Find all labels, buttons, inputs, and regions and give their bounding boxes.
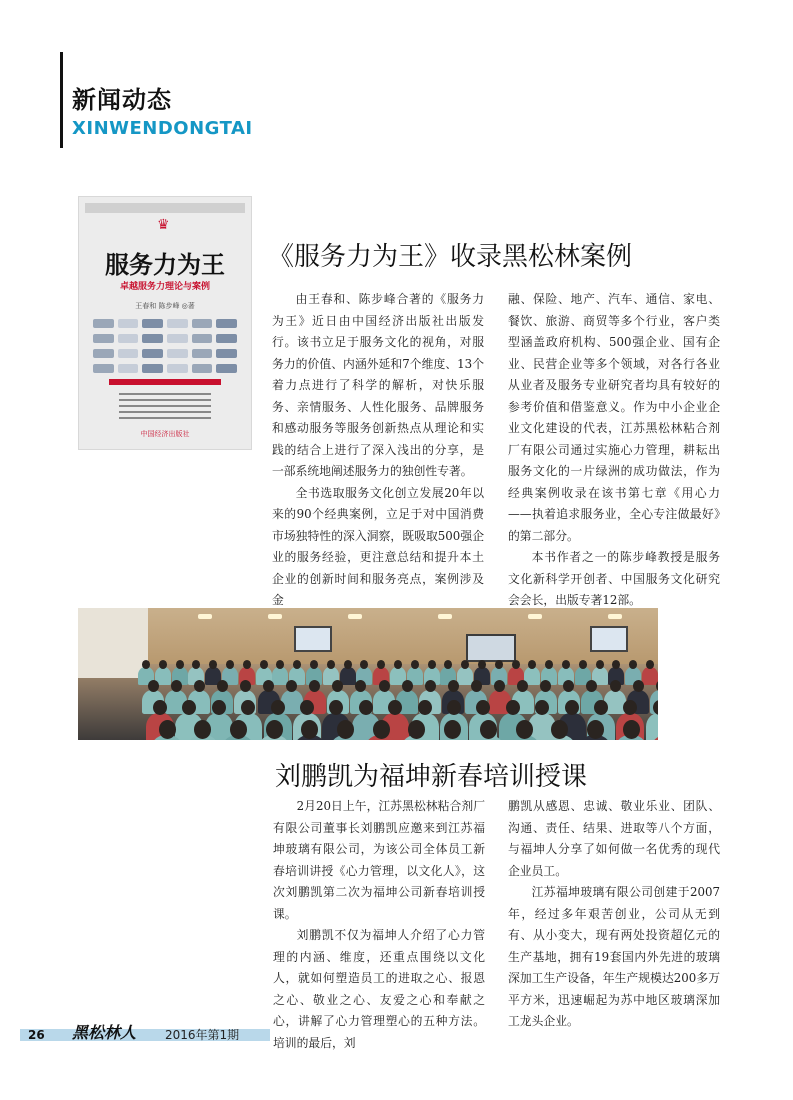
book-publisher: 中国经济出版社 bbox=[140, 430, 190, 438]
audience-head bbox=[444, 720, 461, 739]
audience-head bbox=[418, 700, 432, 715]
audience-head bbox=[159, 660, 167, 669]
header-rule bbox=[60, 52, 63, 148]
audience-head bbox=[551, 720, 568, 739]
audience-head bbox=[327, 660, 335, 669]
audience-head bbox=[545, 660, 553, 669]
brand-logo-row bbox=[93, 364, 237, 373]
book-cover-image bbox=[78, 196, 252, 450]
article1-title: 《服务力为王》收录黑松林案例 bbox=[268, 242, 633, 272]
audience-head bbox=[142, 660, 150, 669]
photo-side-screen bbox=[590, 626, 628, 652]
audience-head bbox=[516, 720, 533, 739]
article1-paragraph: 全书选取服务文化创立发展20年以来的90个经典案例，立足于对中国消费市场独特性的深入洞察，既吸取500强企业的服务经验，更注意总结和提升本土企业的创新时间和服务亮点，案例涉及金 bbox=[272, 485, 484, 607]
article2-column-right bbox=[508, 796, 720, 1033]
audience-head bbox=[646, 660, 654, 669]
audience-head bbox=[226, 660, 234, 669]
audience-head bbox=[148, 680, 159, 692]
cover-blurb-lines bbox=[119, 393, 211, 423]
audience-head bbox=[373, 720, 390, 739]
audience-head bbox=[428, 660, 436, 669]
audience-head bbox=[194, 720, 211, 739]
brand-logo-row bbox=[93, 349, 237, 358]
audience-head bbox=[240, 680, 251, 692]
audience-head bbox=[629, 660, 637, 669]
photo-light bbox=[608, 614, 622, 619]
audience-head bbox=[337, 720, 354, 739]
audience-head bbox=[293, 660, 301, 669]
training-session-photo bbox=[78, 608, 658, 740]
audience-head bbox=[596, 660, 604, 669]
audience-head bbox=[411, 660, 419, 669]
cover-red-blurb bbox=[109, 379, 221, 385]
brand-logo-row bbox=[93, 334, 237, 343]
audience-head bbox=[610, 680, 621, 692]
audience-head bbox=[263, 680, 274, 692]
article1-paragraph: 本书作者之一的陈步峰教授是服务文化新科学开创者、中国服务文化研究会会长，出版专著12部。 bbox=[508, 550, 720, 607]
article1-paragraph: 融、保险、地产、汽车、通信、家电、餐饮、旅游、商贸等多个行业，客户类型涵盖政府机构、500强企业、国有企业、民营企业等多个领域，对各行各业从业者及服务专业研究者均具有较好的参考价值和借鉴意义。作为中小企业企业文化建设的代表，江苏黑松林粘合剂厂有限公司通过实施心力管理，耕耘出服务文化的一片绿洲的成功做法，作为经典案例收录在该书第七章《用心力——执着追求服务业，全心专注做最好》的第二部分。 bbox=[508, 292, 720, 543]
audience-head bbox=[425, 680, 436, 692]
photo-side-screen bbox=[294, 626, 332, 652]
article2-paragraph: 鹏凯从感恩、忠诚、敬业乐业、团队、沟通、责任、结果、进取等八个方面，与福坤人分享了如何做一名优秀的现代企业员工。 bbox=[508, 799, 720, 878]
audience-head bbox=[480, 720, 497, 739]
page-number: 26 bbox=[28, 1028, 45, 1042]
audience-head bbox=[565, 700, 579, 715]
brand-logo-row bbox=[93, 319, 237, 328]
audience-head bbox=[217, 680, 228, 692]
article2-column-left bbox=[273, 796, 485, 1054]
audience-head bbox=[260, 660, 268, 669]
audience-head bbox=[408, 720, 425, 739]
photo-audience bbox=[78, 650, 658, 740]
photo-light bbox=[348, 614, 362, 619]
audience-head bbox=[359, 700, 373, 715]
audience-head bbox=[212, 700, 226, 715]
audience-head bbox=[579, 660, 587, 669]
audience-head bbox=[379, 680, 390, 692]
audience-head bbox=[471, 680, 482, 692]
article1-column-right bbox=[508, 289, 720, 612]
audience-head bbox=[478, 660, 486, 669]
book-authors: 王春和 陈步峰 ◎著 bbox=[135, 302, 195, 310]
article2-paragraph: 2月20日上午，江苏黑松林粘合剂厂有限公司董事长刘鹏凯应邀来到江苏福坤玻璃有限公司，为该公司全体员工新春培训讲授《心力管理，以文化人》，这次刘鹏凯第二次为福坤公司新春培训授课。 bbox=[273, 799, 485, 921]
audience-head bbox=[448, 680, 459, 692]
audience-head bbox=[495, 660, 503, 669]
article1-column-left bbox=[272, 289, 484, 612]
audience-head bbox=[230, 720, 247, 739]
audience-head bbox=[271, 700, 285, 715]
audience-head bbox=[310, 660, 318, 669]
audience-head bbox=[394, 660, 402, 669]
audience-head bbox=[461, 660, 469, 669]
book-subtitle: 卓越服务力理论与案例 bbox=[119, 282, 210, 292]
article2-title: 刘鹏凯为福坤新春培训授课 bbox=[275, 762, 588, 792]
article1-paragraph: 由王春和、陈步峰合著的《服务力为王》近日由中国经济出版社出版发行。该书立足于服务文化的视角，对服务力的价值、内涵外延和7个维度、13个着力点进行了科学的解析，对快乐服务、亲情服务、人性化服务、品牌服务和感动服务等服务创新热点从理论和实践的结合上进行了深入浅出的分享，是一部系统地阐述服务力的独创性专著。 bbox=[272, 292, 484, 478]
audience-head bbox=[377, 660, 385, 669]
audience-head bbox=[512, 660, 520, 669]
section-title: 新闻动态 bbox=[72, 86, 172, 114]
audience-head bbox=[506, 700, 520, 715]
cover-banner bbox=[85, 203, 245, 213]
crown-icon: ♛ bbox=[157, 217, 170, 233]
audience-head bbox=[176, 660, 184, 669]
audience-member bbox=[642, 667, 658, 685]
issue-label: 2016年第1期 bbox=[165, 1028, 240, 1042]
section-title-pinyin: XINWENDONGTAI bbox=[72, 118, 253, 139]
audience-head bbox=[194, 680, 205, 692]
book-title: 服务力为王 bbox=[105, 251, 225, 279]
audience-head bbox=[623, 720, 640, 739]
photo-light bbox=[528, 614, 542, 619]
audience-head bbox=[243, 660, 251, 669]
audience-head bbox=[562, 660, 570, 669]
photo-light bbox=[268, 614, 282, 619]
audience-head bbox=[494, 680, 505, 692]
audience-head bbox=[344, 660, 352, 669]
audience-member bbox=[646, 713, 658, 740]
audience-head bbox=[209, 660, 217, 669]
audience-head bbox=[266, 720, 283, 739]
audience-head bbox=[633, 680, 644, 692]
photo-light bbox=[438, 614, 452, 619]
article2-paragraph: 江苏福坤玻璃有限公司创建于2007年，经过多年艰苦创业，公司从无到有、从小变大，现有两处投资超亿元的生产基地，拥有19套国内外先进的玻璃深加工生产设备，年生产规模达200多万平方米，迅速崛起为苏中地区玻璃深加工龙头企业。 bbox=[508, 885, 720, 1028]
audience-head bbox=[159, 720, 176, 739]
audience-head bbox=[587, 720, 604, 739]
magazine-logo: 黑松林人 bbox=[72, 1023, 137, 1042]
audience-head bbox=[301, 720, 318, 739]
article2-paragraph: 刘鹏凯不仅为福坤人介绍了心力管理的内涵、维度，还重点围绕以文化人，就如何塑造员工的进取之心、报恩之心、敬业之心、友爱之心和奉献之心，讲解了心力管理塑心的五种方法。培训的最后，刘 bbox=[273, 928, 485, 1050]
audience-head bbox=[171, 680, 182, 692]
audience-head bbox=[402, 680, 413, 692]
page-footer bbox=[20, 1023, 270, 1042]
photo-light bbox=[198, 614, 212, 619]
